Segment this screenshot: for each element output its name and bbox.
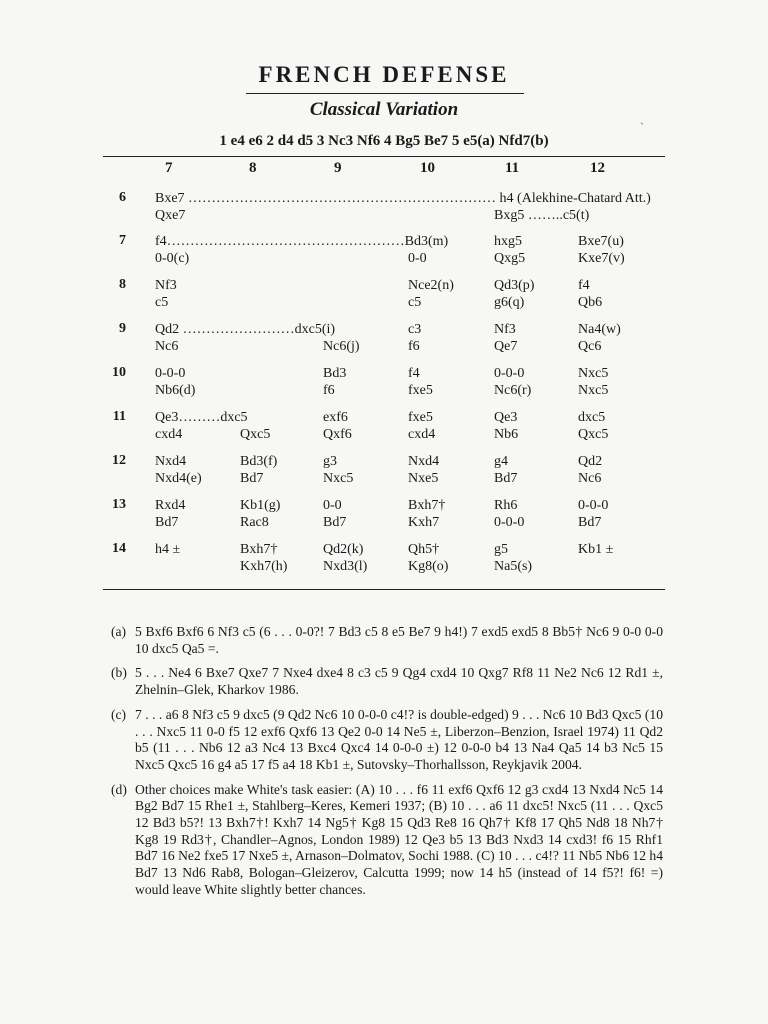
- black-move: Qb6: [578, 295, 603, 310]
- move-cell: [240, 541, 287, 575]
- white-move: Rh6: [494, 498, 518, 513]
- white-move: hxg5: [494, 234, 522, 249]
- move-cell: [578, 277, 602, 311]
- white-move: Nxd4: [408, 454, 440, 469]
- footnote: [111, 624, 663, 657]
- page-subtitle: Classical Variation: [309, 99, 459, 120]
- move-number: 11: [112, 409, 126, 424]
- black-move: Na5(s): [494, 559, 533, 574]
- black-move: Kg8(o): [408, 559, 449, 574]
- white-move: Nxd4: [155, 454, 187, 469]
- black-move: Qe7: [494, 339, 518, 354]
- move-cell: [155, 365, 195, 399]
- move-cell: [155, 321, 335, 355]
- move-cell: [155, 233, 448, 267]
- black-move: Nxd4(e): [155, 471, 202, 486]
- move-cell: [408, 321, 421, 355]
- move-number: 13: [112, 497, 126, 512]
- white-move: 0-0-0: [578, 498, 609, 513]
- black-move: [578, 558, 613, 575]
- black-move: Nb6(d): [155, 383, 196, 398]
- footnote-label: (a): [111, 624, 127, 639]
- white-move: Qe3: [494, 410, 518, 425]
- move-cell: [323, 453, 353, 487]
- black-move: Qxg5: [494, 251, 526, 266]
- footnote-text: 7 . . . a6 8 Nf3 c5 9 dxc5 (9 Qd2 Nc6 10 0-0-0 c4!? is double-edged) 9 . . . Nc6 10 Bd3 Qxc5 (10 . . . Nxc5 11 0-0 f5 12 exf6 Qxf6 13 Qe2 0-0 14 Ne5 ±, Liberzon–Benzion, Israel 1974) 11 Qd2 b5 (11 . . . Nb6 12 a3 Nc4 13 Bxc4 Qxc4 14 0-0-0 ±) 12 0-0-0 b4 13 Na4 Qa5 14 b3 Nc5 15 Nxc5 Qxc5 16 g4 a5 17 f5 a4 18 Kb1 ±, Sutovsky–Thorhallsson, Reykjavik 2004.: [135, 706, 663, 772]
- black-move: Nc6(r): [494, 383, 532, 398]
- white-move: dxc5: [578, 410, 606, 425]
- black-move: Rac8: [240, 515, 269, 530]
- move-cell: [240, 409, 270, 443]
- white-move: Kb1 ±: [578, 542, 614, 557]
- black-move: 0-0(c): [155, 251, 190, 266]
- black-move: Bd7: [494, 471, 518, 486]
- white-move: Bxe7(u): [578, 234, 624, 249]
- move-cell: [494, 453, 517, 487]
- black-move: [155, 558, 180, 575]
- table-bottom-rule: [103, 589, 665, 590]
- white-move: f4: [408, 366, 420, 381]
- black-move: Qxc5: [240, 427, 271, 442]
- footnote-text: 5 Bxf6 Bxf6 6 Nf3 c5 (6 . . . 0-0?! 7 Bd3 c5 8 e5 Be7 9 h4!) 7 exd5 exd5 8 Bb5† Nc6 9 0-0 0-0 10 dxc5 Qa5 =.: [135, 624, 663, 656]
- footnote-text: 5 . . . Ne4 6 Bxe7 Qxe7 7 Nxe4 dxe4 8 c3 c5 9 Qg4 cxd4 10 Qxg7 Rf8 11 Ne2 Nc6 12 Rd1 ±, Zhelnin–Glek, Kharkov 1986.: [135, 665, 663, 698]
- footnotes: [111, 624, 663, 907]
- black-move: Nxc5: [323, 471, 354, 486]
- white-move: f4: [578, 278, 590, 293]
- black-move: Nxe5: [408, 471, 439, 486]
- move-cell: [578, 409, 608, 443]
- white-move: Kb1(g): [240, 498, 281, 513]
- white-move: [240, 409, 270, 426]
- move-number: 14: [112, 541, 126, 556]
- white-move: [323, 321, 360, 338]
- white-move: g4: [494, 454, 508, 469]
- black-move: Nxd3(l): [323, 559, 368, 574]
- white-move: c3: [408, 322, 422, 337]
- black-move: g6(q): [494, 295, 525, 310]
- column-header: 7: [165, 160, 173, 176]
- footnote: [111, 782, 663, 899]
- black-move: c5: [408, 295, 422, 310]
- black-move: Kxh7: [408, 515, 440, 530]
- black-move: cxd4: [155, 427, 183, 442]
- black-move: f6: [408, 339, 420, 354]
- white-move: h4 ±: [155, 542, 181, 557]
- black-move: Kxe7(v): [578, 251, 625, 266]
- move-cell: [578, 321, 621, 355]
- move-cell: [494, 541, 532, 575]
- black-move: Qc6: [578, 339, 602, 354]
- column-header: 8: [249, 160, 257, 176]
- move-cell: [408, 541, 448, 575]
- move-cell: [155, 409, 248, 443]
- white-move: Bd3: [323, 366, 347, 381]
- move-cell: [323, 409, 352, 443]
- black-move: 0-0: [408, 251, 427, 266]
- white-move: f4……………………………………………Bd3(m): [155, 234, 449, 249]
- black-move: Bd7: [323, 515, 347, 530]
- column-header: 10: [420, 160, 435, 176]
- move-cell: [494, 190, 589, 224]
- move-cell: [578, 233, 625, 267]
- white-move: Nxc5: [578, 366, 609, 381]
- move-cell: [155, 497, 185, 531]
- move-cell: [578, 497, 608, 531]
- black-move: Nb6: [494, 427, 519, 442]
- move-cell: [408, 233, 427, 267]
- white-move: Bxh7†: [240, 542, 278, 557]
- footnote: [111, 665, 663, 698]
- move-cell: [578, 541, 613, 575]
- move-cell: [408, 277, 454, 311]
- footnote-label: (d): [111, 781, 127, 797]
- table-top-rule: [103, 156, 665, 157]
- white-move: Rxd4: [155, 498, 186, 513]
- move-cell: [494, 409, 518, 443]
- opening-moves: 1 e4 e6 2 d4 d5 3 Nc3 Nf6 4 Bg5 Be7 5 e5(a) Nfd7(b): [219, 133, 549, 149]
- black-move: Qxe7: [155, 208, 186, 223]
- footnote-label: (b): [111, 665, 127, 681]
- white-move: [408, 233, 427, 250]
- white-move: Bd3(f): [240, 454, 278, 469]
- move-cell: [155, 453, 202, 487]
- move-cell: [494, 365, 531, 399]
- white-move: g3: [323, 454, 337, 469]
- white-move: 0-0-0: [155, 366, 186, 381]
- move-cell: [408, 365, 433, 399]
- move-cell: [323, 497, 346, 531]
- white-move: g5: [494, 542, 508, 557]
- white-move: Qd2(k): [323, 542, 364, 557]
- black-move: fxe5: [408, 383, 433, 398]
- white-move: 0-0: [323, 498, 342, 513]
- black-move: f6: [323, 383, 335, 398]
- footnote-text: Other choices make White's task easier: (A) 10 . . . f6 11 exf6 Qxf6 12 g3 cxd4 13 Nxd4 Nc5 14 Bg2 Bd7 15 Rhe1 ±, Stahlberg–Keres, Kemeri 1937; (B) 10 . . . a6 11 dxc5! Nxc5 (11 . . . Qxc5 12 Bd3 b5?! 13 Bxh7†! Kxh7 14 Ng5† Kg8 15 Qd3 Re8 16 Qh7† Kf8 17 Qh5 Nd8 18 Nh7† Kg8 19 Rd3†, Chandler–Agnos, London 1989) 12 Qe3 b5 13 Bd3 Nxd3 14 cxd3! f6 15 Rhf1 Bd7 16 Ne2 fxe5 17 Nxe5 ±, Arnason–Dolmatov, Sochi 1988. (C) 10 . . . c4!? 11 Nb5 Nb6 12 h4 Bd7 13 Nd6 Rab8, Bologan–Gleizerov, Calcutta 1999; now 14 h5 (instead of 14 f5?! f6! =) would leave White slightly better chances.: [135, 781, 663, 897]
- move-cell: [578, 365, 608, 399]
- move-cell: [323, 541, 367, 575]
- page-title: FRENCH DEFENSE: [258, 62, 510, 87]
- white-move: Qh5†: [408, 542, 440, 557]
- black-move: Nxc5: [578, 383, 609, 398]
- stray-mark: `: [640, 120, 644, 134]
- move-cell: [408, 453, 439, 487]
- black-move: Qxc5: [578, 427, 609, 442]
- white-move: Qe3………dxc5: [155, 410, 248, 425]
- white-move: Qd2 ……………………dxc5(i): [155, 322, 336, 337]
- move-cell: [494, 497, 524, 531]
- white-move: Nce2(n): [408, 278, 454, 293]
- move-cell: [408, 497, 445, 531]
- white-move: Qd2: [578, 454, 603, 469]
- black-move: cxd4: [408, 427, 436, 442]
- black-move: 0-0-0: [494, 515, 525, 530]
- black-move: Bxg5 ……..c5(t): [494, 208, 590, 223]
- black-move: Nc6: [155, 339, 179, 354]
- move-cell: [240, 497, 280, 531]
- move-cell: [494, 321, 517, 355]
- black-move: Kxh7(h): [240, 559, 288, 574]
- column-header: 9: [334, 160, 342, 176]
- black-move: Nc6: [578, 471, 602, 486]
- move-cell: [494, 233, 525, 267]
- move-number: 8: [119, 277, 126, 292]
- move-number: 7: [119, 233, 126, 248]
- footnote: [111, 707, 663, 774]
- white-move: Bxe7 ………………………………………………………… h4 (Alekhine-Chatard Att.): [155, 191, 651, 206]
- white-move: Qd3(p): [494, 278, 535, 293]
- title-underline: [246, 93, 524, 94]
- move-cell: [240, 453, 277, 487]
- move-cell: [155, 277, 177, 311]
- column-header: 11: [505, 160, 520, 176]
- move-number: 10: [112, 365, 126, 380]
- black-move: Bd7: [578, 515, 602, 530]
- white-move: Na4(w): [578, 322, 621, 337]
- black-move: c5: [155, 295, 169, 310]
- white-move: Bxh7†: [408, 498, 446, 513]
- black-move: Qxf6: [323, 427, 352, 442]
- move-cell: [578, 453, 602, 487]
- move-number: 6: [119, 190, 126, 205]
- move-cell: [155, 541, 180, 575]
- move-number: 12: [112, 453, 126, 468]
- white-move: Nf3: [494, 322, 516, 337]
- white-move: Nf3: [155, 278, 177, 293]
- move-cell: [408, 409, 435, 443]
- move-cell: [323, 365, 346, 399]
- black-move: Bd7: [240, 471, 264, 486]
- black-move: Nc6(j): [323, 339, 360, 354]
- move-cell: [323, 321, 360, 355]
- footnote-label: (c): [111, 706, 127, 722]
- white-move: fxe5: [408, 410, 433, 425]
- move-number: 9: [119, 321, 126, 336]
- move-cell: [494, 277, 534, 311]
- white-move: [494, 190, 589, 207]
- black-move: Bd7: [155, 515, 179, 530]
- white-move: 0-0-0: [494, 366, 525, 381]
- white-move: exf6: [323, 410, 348, 425]
- column-header: 12: [590, 160, 605, 176]
